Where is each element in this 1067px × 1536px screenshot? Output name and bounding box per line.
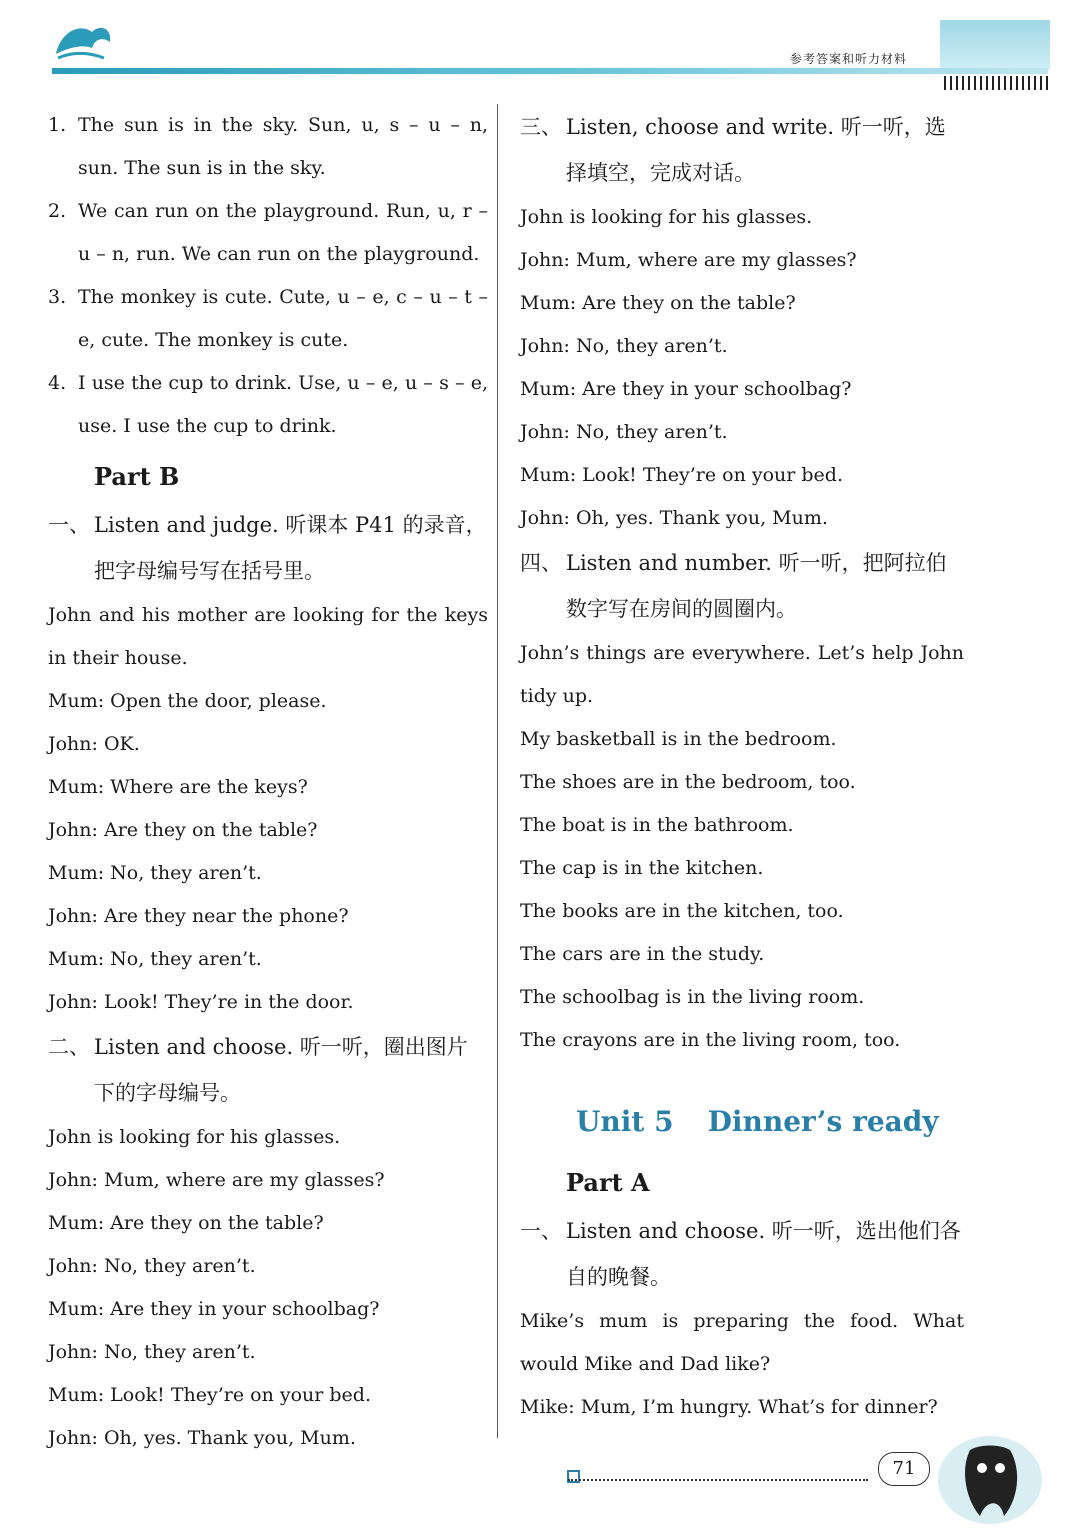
- dialogue-line: John is looking for his glasses.: [48, 1126, 341, 1148]
- intro-text: Mike’s mum is preparing the food. What would Mike and Dad like?: [520, 1310, 964, 1375]
- part-heading: Part B: [94, 462, 180, 491]
- intro-text: John and his mother are looking for the keys in their house.: [48, 604, 488, 669]
- dialogue-line: Mum: Where are the keys?: [48, 776, 308, 798]
- mascot-icon: [930, 1420, 1050, 1530]
- dialogue-line: John: No, they aren’t.: [48, 1255, 256, 1277]
- header-band: [52, 68, 1048, 74]
- dialogue-line: John: OK.: [48, 733, 140, 755]
- dialogue-line: John: No, they aren’t.: [520, 421, 728, 443]
- section-heading: 一、 Listen and choose. 听一听，选出他们各自的晚餐。: [520, 1219, 961, 1289]
- header-decoration: [940, 20, 1050, 70]
- unit-title: [576, 1092, 964, 1152]
- part-heading: Part A: [566, 1168, 650, 1197]
- dialogue-line: The crayons are in the living room, too.: [520, 1029, 901, 1051]
- section-heading: 四、 Listen and number. 听一听，把阿拉伯数字写在房间的圆圈内。: [520, 551, 947, 621]
- dialogue-line: My basketball is in the bedroom.: [520, 728, 837, 750]
- unit-number: Unit 5: [576, 1105, 674, 1138]
- dialogue-line: John: No, they aren’t.: [520, 335, 728, 357]
- dialogue-line: John: Oh, yes. Thank you, Mum.: [48, 1427, 356, 1449]
- dialogue-line: John: Are they on the table?: [48, 819, 318, 841]
- dialogue-line: John: Mum, where are my glasses?: [48, 1169, 385, 1191]
- page-number: 71: [878, 1452, 930, 1486]
- header-label: 参考答案和听力材料: [790, 52, 908, 66]
- intro-text: John’s things are everywhere. Let’s help John tidy up.: [520, 642, 964, 707]
- dialogue-line: John is looking for his glasses.: [520, 206, 813, 228]
- dialogue-line: John: Are they near the phone?: [48, 905, 349, 927]
- dialogue-line: John: Oh, yes. Thank you, Mum.: [520, 507, 828, 529]
- dialogue-line: John: Mum, where are my glasses?: [520, 249, 857, 271]
- dialogue-line: The boat is in the bathroom.: [520, 814, 794, 836]
- dialogue-line: Mum: No, they aren’t.: [48, 862, 262, 884]
- list-item: 4. I use the cup to drink. Use, u – e, u – s – e, use. I use the cup to drink.: [48, 372, 488, 437]
- dialogue-line: Mum: Look! They’re on your bed.: [48, 1384, 371, 1406]
- column-divider: [497, 104, 498, 1438]
- unit-name: Dinner’s ready: [707, 1105, 939, 1138]
- page-header: [0, 0, 1067, 100]
- dialogue-line: The books are in the kitchen, too.: [520, 900, 844, 922]
- dialogue-line: Mum: Open the door, please.: [48, 690, 327, 712]
- footer-dotted-line: [568, 1469, 868, 1481]
- dialogue-line: The cap is in the kitchen.: [520, 857, 764, 879]
- section-heading: 二、 Listen and choose. 听一听，圈出图片下的字母编号。: [48, 1035, 468, 1105]
- bird-logo-icon: [48, 14, 118, 70]
- section-heading: 三、 Listen, choose and write. 听一听，选择填空，完成对话。: [520, 115, 946, 185]
- section-heading: 一、 Listen and judge. 听课本 P41 的录音，把字母编号写在括号里。: [48, 513, 487, 583]
- list-item: 2. We can run on the playground. Run, u, r – u – n, run. We can run on the playground.: [48, 200, 488, 265]
- header-ticks: [944, 76, 1048, 90]
- dialogue-line: The cars are in the study.: [520, 943, 765, 965]
- right-column: [520, 104, 964, 1429]
- dialogue-line: Mum: Are they in your schoolbag?: [48, 1298, 380, 1320]
- dialogue-line: The shoes are in the bedroom, too.: [520, 771, 856, 793]
- dialogue-line: John: No, they aren’t.: [48, 1341, 256, 1363]
- dialogue-line: Mum: No, they aren’t.: [48, 948, 262, 970]
- dialogue-line: Mum: Are they on the table?: [520, 292, 796, 314]
- dialogue-line: Mike: Mum, I’m hungry. What’s for dinner?: [520, 1396, 938, 1418]
- left-column: [48, 104, 488, 1460]
- dialogue-line: John: Look! They’re in the door.: [48, 991, 354, 1013]
- dialogue-line: Mum: Are they on the table?: [48, 1212, 324, 1234]
- dialogue-line: Mum: Look! They’re on your bed.: [520, 464, 843, 486]
- dialogue-line: The schoolbag is in the living room.: [520, 986, 865, 1008]
- dialogue-line: Mum: Are they in your schoolbag?: [520, 378, 852, 400]
- list-item: 3. The monkey is cute. Cute, u – e, c – u – t – e, cute. The monkey is cute.: [48, 286, 488, 351]
- list-item: 1. The sun is in the sky. Sun, u, s – u – n, sun. The sun is in the sky.: [48, 114, 488, 179]
